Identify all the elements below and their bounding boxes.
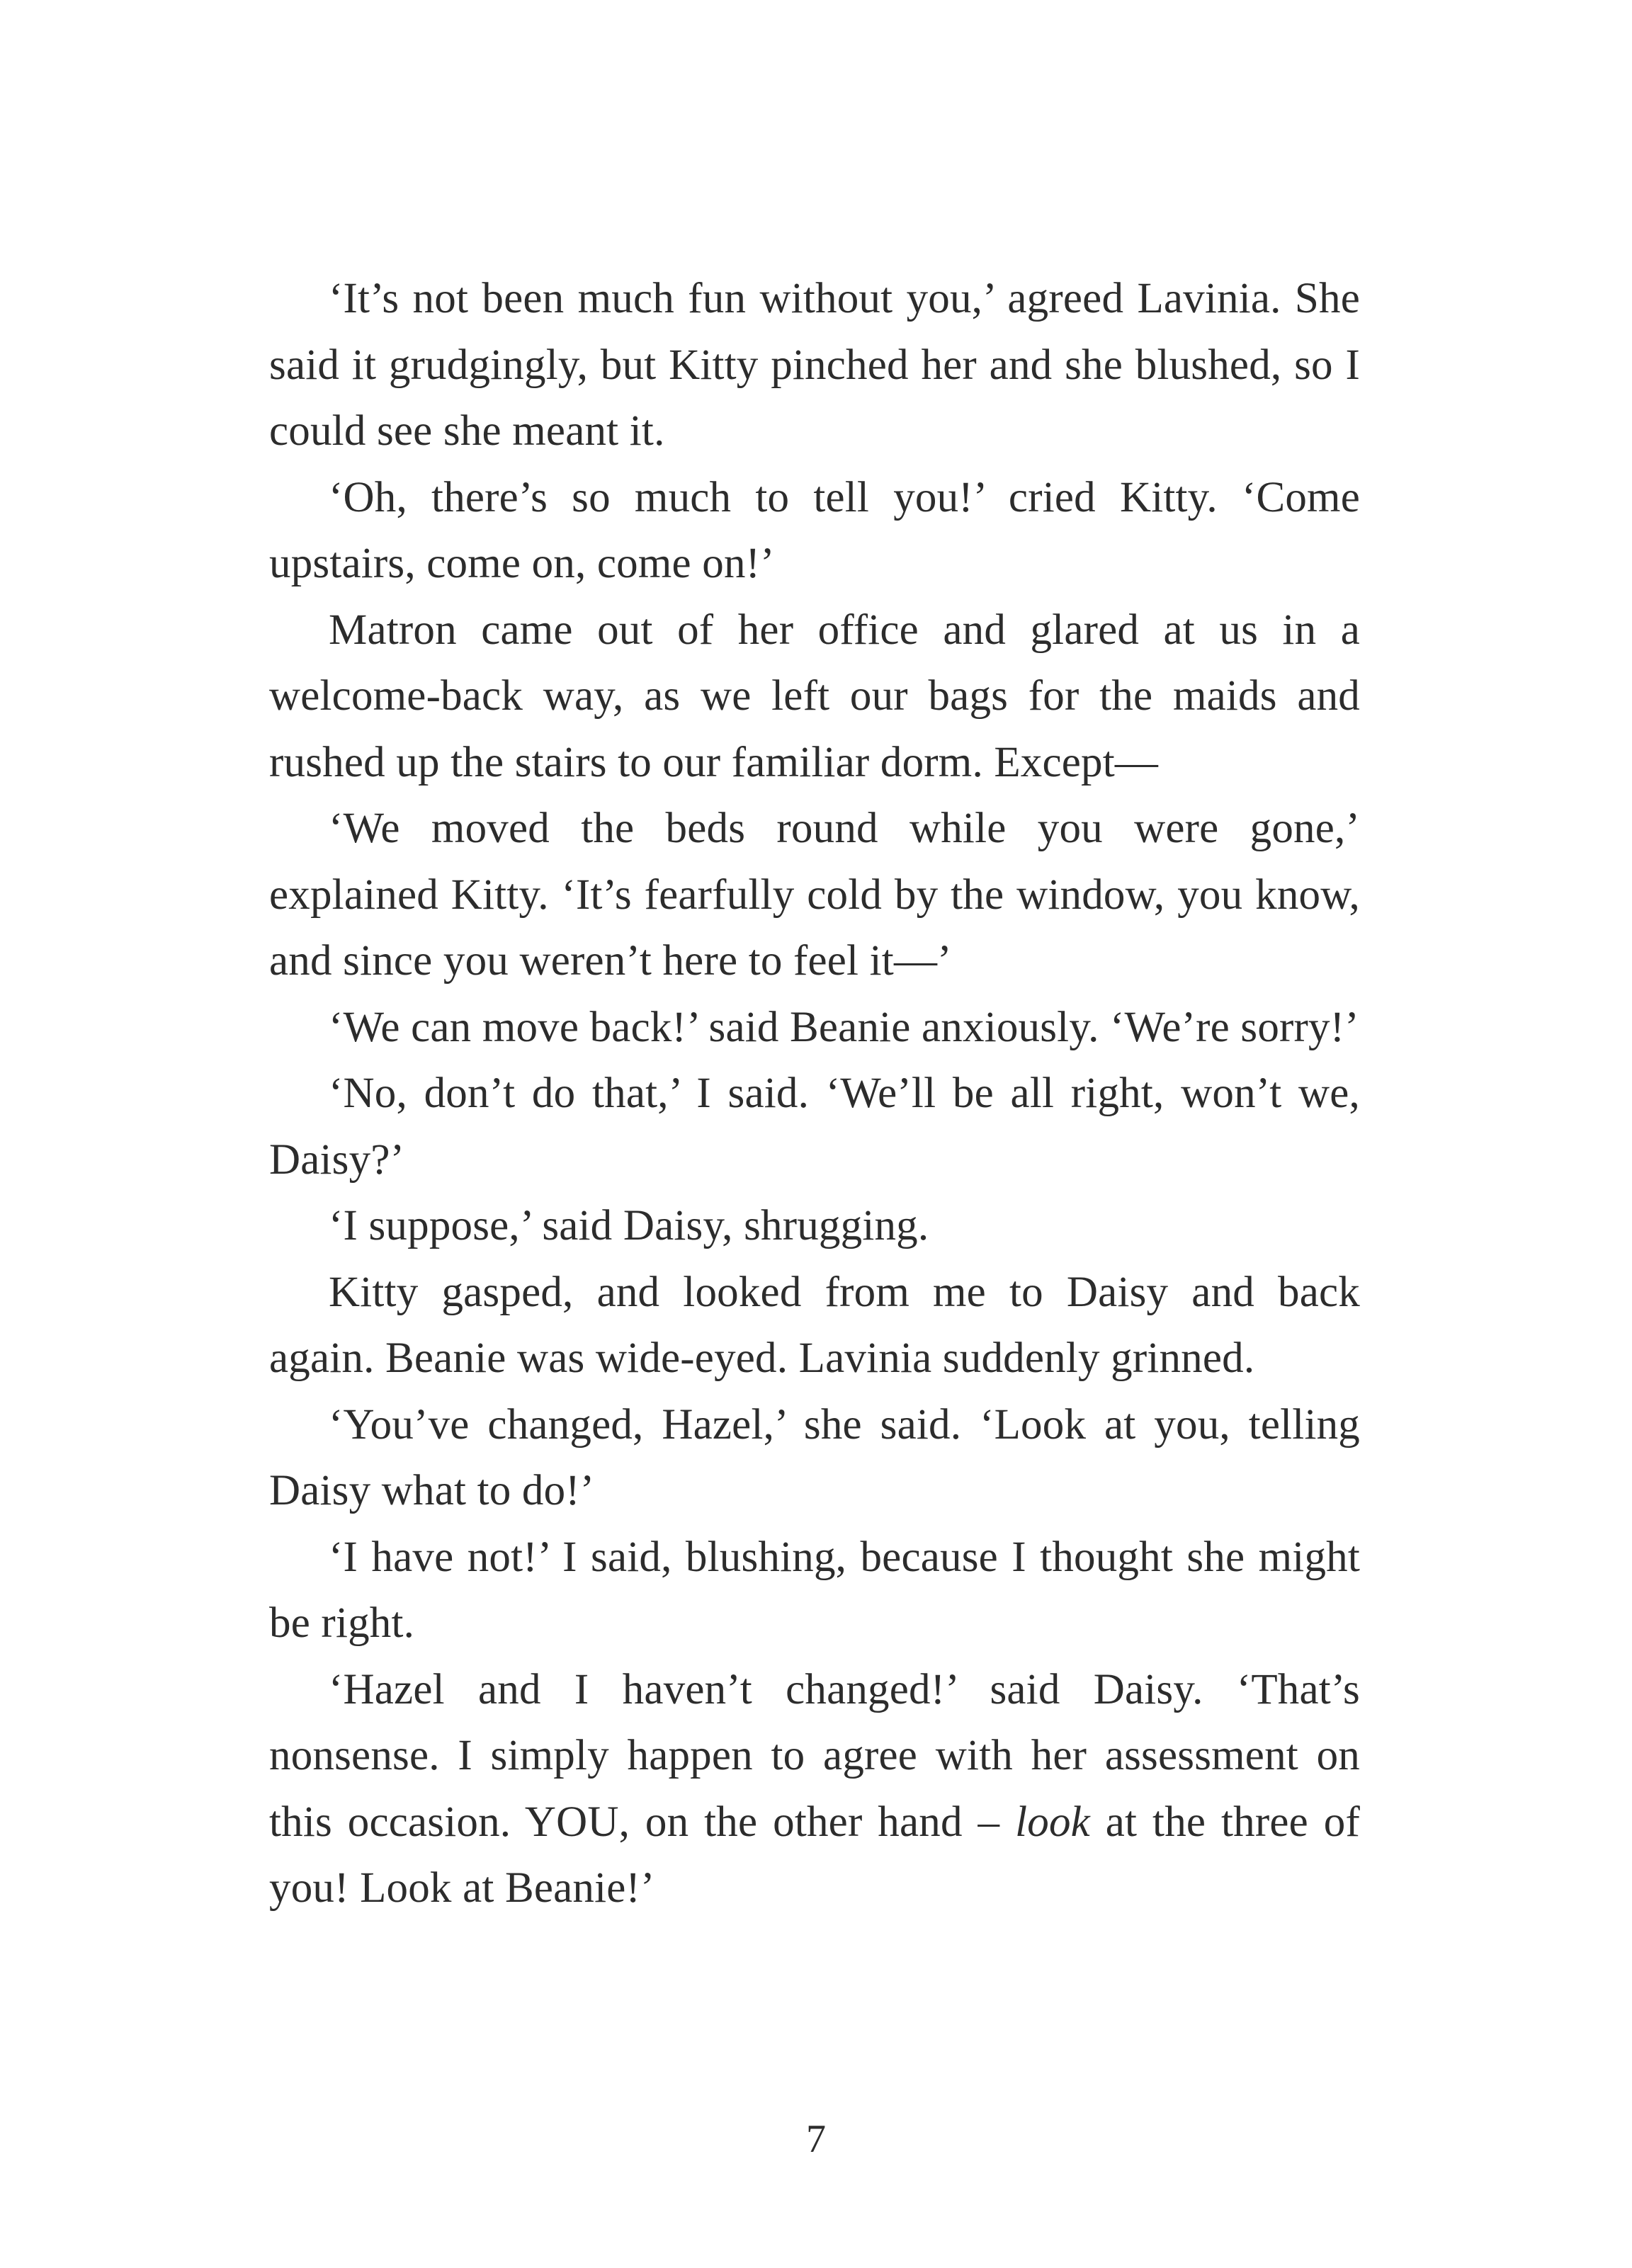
paragraph: ‘You’ve changed, Hazel,’ she said. ‘Look at you, telling Daisy what to do!’: [269, 1400, 1360, 1514]
page-number: 7: [806, 2117, 826, 2161]
paragraph: ‘I suppose,’ said Daisy, shrugging.: [329, 1202, 929, 1249]
paragraph-last: [269, 1657, 1360, 1922]
paragraph: ‘It’s not been much fun without you,’ agreed Lavinia. She said it grudgingly, but Kitty pinched her and she blushed, so I could see she meant it.: [269, 275, 1360, 455]
paragraph: ‘Oh, there’s so much to tell you!’ cried Kitty. ‘Come upstairs, come on, come on!’: [269, 473, 1360, 587]
paragraph-text: ‘Hazel and I haven’t changed!’ said Daisy. ‘That’s nonsense. I simply happen to agree with her assessment on this occasion. YOU, on the other hand –: [269, 1665, 1360, 1846]
paragraph: ‘We can move back!’ said Beanie anxiously. ‘We’re sorry!’: [329, 1003, 1359, 1051]
paragraph-text: at the three of you! Look at Beanie!’: [269, 1798, 1360, 1912]
paragraph: Kitty gasped, and looked from me to Daisy and back again. Beanie was wide-eyed. Lavinia suddenly grinned.: [269, 1268, 1360, 1382]
paragraph: Matron came out of her office and glared at us in a welcome-back way, as we left our bags for the maids and rushed up the stairs to our familiar dorm. Except—: [269, 606, 1360, 786]
paragraph: ‘We moved the beds round while you were gone,’ explained Kitty. ‘It’s fearfully cold by the window, you know, and since you weren’t here to feel it—’: [269, 805, 1360, 985]
italic-emphasis: look: [1015, 1798, 1090, 1846]
paragraph: ‘No, don’t do that,’ I said. ‘We’ll be all right, won’t we, Daisy?’: [269, 1070, 1360, 1184]
paragraph: ‘I have not!’ I said, blushing, because I thought she might be right.: [269, 1533, 1360, 1647]
body-text: [269, 266, 1360, 1922]
